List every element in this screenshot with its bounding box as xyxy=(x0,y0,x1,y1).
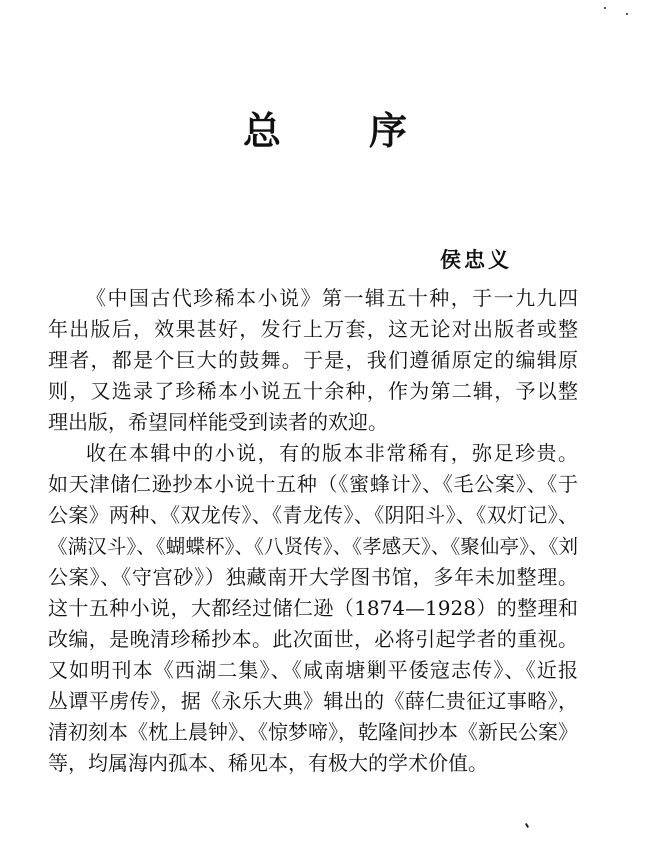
text-line: 改编，是晚清珍稀抄本。此次面世，必将引起学者的重视。 xyxy=(48,627,578,651)
text-line: 理者，都是个巨大的鼓舞。于是，我们遵循原定的编辑原 xyxy=(48,348,578,372)
text-line: 清初刻本《枕上晨钟》、《惊梦啼》，乾隆间抄本《新民公案》 xyxy=(48,720,578,744)
title-char-1: 总 xyxy=(242,109,281,153)
text-line: 这十五种小说，大都经过储仁逊（1874—1928）的整理和 xyxy=(48,596,578,620)
author-name: 侯忠义 xyxy=(440,248,512,272)
text-line: 理出版，希望同样能受到读者的欢迎。 xyxy=(48,410,388,434)
scan-speck xyxy=(525,823,529,828)
text-line: 公案》两种、《双龙传》、《青龙传》、《阴阳斗》、《双灯记》、 xyxy=(48,503,578,527)
text-line: 公案》、《守宫砂》）独藏南开大学图书馆，多年未加整理。 xyxy=(48,565,578,589)
text-line: 《中国古代珍稀本小说》第一辑五十种，于一九九四 xyxy=(86,286,578,310)
scan-speck xyxy=(604,7,606,9)
text-line: 则，又选录了珍稀本小说五十余种，作为第二辑，予以整 xyxy=(48,379,578,403)
text-line: 《满汉斗》、《蝴蝶杯》、《八贤传》、《孝感天》、《聚仙亭》、《刘 xyxy=(48,535,578,558)
scan-speck xyxy=(626,13,628,15)
page-title xyxy=(0,103,650,159)
title-char-2: 序 xyxy=(369,109,408,153)
text-line: 等，均属海内孤本、稀见本，有极大的学术价值。 xyxy=(48,751,488,775)
text-line: 收在本辑中的小说，有的版本非常稀有，弥足珍贵。 xyxy=(86,441,578,465)
text-line: 丛谭平虏传》，据《永乐大典》辑出的《薛仁贵征辽事略》， xyxy=(48,689,578,713)
text-line: 如天津储仁逊抄本小说十五种（《蜜蜂计》、《毛公案》、《于 xyxy=(48,472,578,496)
text-line: 又如明刊本《西湖二集》、《咸南塘剿平倭寇志传》、《近报 xyxy=(48,658,578,682)
text-line: 年出版后，效果甚好，发行上万套，这无论对出版者或整 xyxy=(48,317,578,341)
